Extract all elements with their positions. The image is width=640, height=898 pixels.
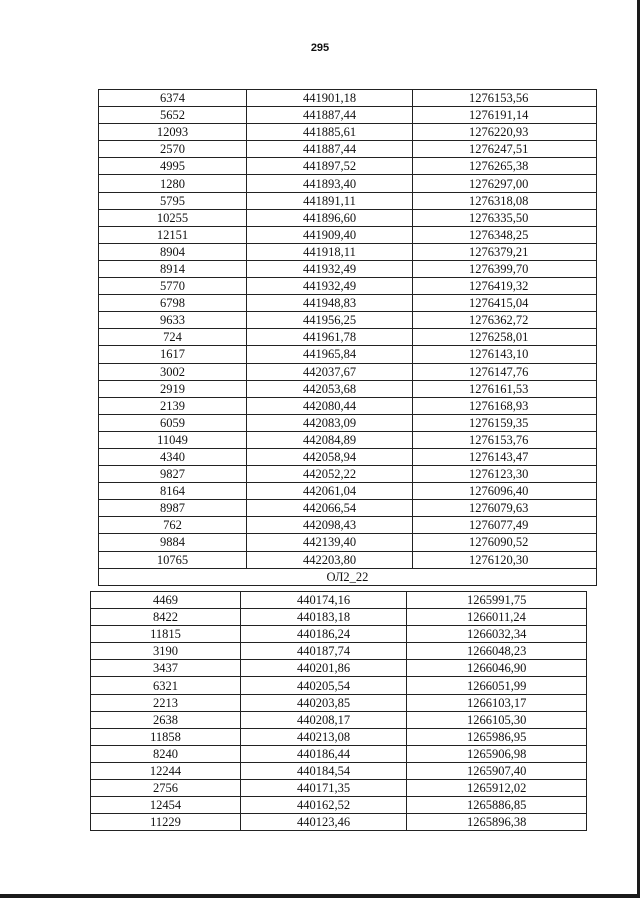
section-title: ОЛ2_22 <box>99 568 597 585</box>
x-coordinate-cell: 440183,18 <box>241 609 407 626</box>
x-coordinate-cell: 441932,49 <box>247 260 413 277</box>
x-coordinate-cell: 441885,61 <box>247 124 413 141</box>
x-coordinate-cell: 440201,86 <box>241 660 407 677</box>
y-coordinate-cell: 1276153,56 <box>413 90 597 107</box>
point-number-cell: 12244 <box>91 762 241 779</box>
x-coordinate-cell: 442203,80 <box>247 551 413 568</box>
point-number-cell: 4469 <box>91 592 241 609</box>
point-number-cell: 2638 <box>91 711 241 728</box>
y-coordinate-cell: 1276379,21 <box>413 243 597 260</box>
table-row <box>91 814 587 831</box>
table-row <box>99 329 597 346</box>
point-number-cell: 9633 <box>99 312 247 329</box>
y-coordinate-cell: 1276220,93 <box>413 124 597 141</box>
table-row <box>99 192 597 209</box>
coordinates-table-upper <box>98 89 597 586</box>
table-row <box>99 158 597 175</box>
point-number-cell: 3437 <box>91 660 241 677</box>
x-coordinate-cell: 442066,54 <box>247 500 413 517</box>
point-number-cell: 3002 <box>99 363 247 380</box>
table-row <box>91 728 587 745</box>
y-coordinate-cell: 1276335,50 <box>413 209 597 226</box>
table-row <box>99 431 597 448</box>
table-row <box>91 660 587 677</box>
coordinates-table-upper-body <box>99 90 597 569</box>
point-number-cell: 8240 <box>91 745 241 762</box>
point-number-cell: 4340 <box>99 448 247 465</box>
table-row <box>99 295 597 312</box>
point-number-cell: 3190 <box>91 643 241 660</box>
point-number-cell: 12454 <box>91 797 241 814</box>
y-coordinate-cell: 1276153,76 <box>413 431 597 448</box>
table-row <box>91 643 587 660</box>
point-number-cell: 11858 <box>91 728 241 745</box>
table-row <box>99 500 597 517</box>
x-coordinate-cell: 441891,11 <box>247 192 413 209</box>
table-row <box>99 517 597 534</box>
point-number-cell: 4995 <box>99 158 247 175</box>
y-coordinate-cell: 1276120,30 <box>413 551 597 568</box>
table-row <box>99 380 597 397</box>
table-row <box>99 278 597 295</box>
x-coordinate-cell: 441961,78 <box>247 329 413 346</box>
point-number-cell: 1280 <box>99 175 247 192</box>
y-coordinate-cell: 1276123,30 <box>413 466 597 483</box>
y-coordinate-cell: 1276399,70 <box>413 260 597 277</box>
table-row <box>99 312 597 329</box>
table-row <box>91 609 587 626</box>
y-coordinate-cell: 1265912,02 <box>407 780 587 797</box>
point-number-cell: 11229 <box>91 814 241 831</box>
x-coordinate-cell: 441893,40 <box>247 175 413 192</box>
y-coordinate-cell: 1265906,98 <box>407 745 587 762</box>
x-coordinate-cell: 440186,44 <box>241 745 407 762</box>
x-coordinate-cell: 442084,89 <box>247 431 413 448</box>
y-coordinate-cell: 1266046,90 <box>407 660 587 677</box>
table-row <box>99 175 597 192</box>
y-coordinate-cell: 1266011,24 <box>407 609 587 626</box>
point-number-cell: 2756 <box>91 780 241 797</box>
x-coordinate-cell: 441887,44 <box>247 107 413 124</box>
section-header <box>99 568 597 585</box>
y-coordinate-cell: 1276297,00 <box>413 175 597 192</box>
x-coordinate-cell: 441932,49 <box>247 278 413 295</box>
scan-edge-bottom <box>0 894 640 898</box>
table-row <box>91 626 587 643</box>
section-row <box>99 568 597 585</box>
x-coordinate-cell: 442098,43 <box>247 517 413 534</box>
y-coordinate-cell: 1276161,53 <box>413 380 597 397</box>
x-coordinate-cell: 440184,54 <box>241 762 407 779</box>
table-row <box>99 483 597 500</box>
table-row <box>99 534 597 551</box>
point-number-cell: 6374 <box>99 90 247 107</box>
x-coordinate-cell: 440203,85 <box>241 694 407 711</box>
table-row <box>91 694 587 711</box>
y-coordinate-cell: 1276247,51 <box>413 141 597 158</box>
point-number-cell: 5652 <box>99 107 247 124</box>
coordinates-table-lower <box>90 591 587 831</box>
y-coordinate-cell: 1265991,75 <box>407 592 587 609</box>
point-number-cell: 12151 <box>99 226 247 243</box>
x-coordinate-cell: 441896,60 <box>247 209 413 226</box>
point-number-cell: 11049 <box>99 431 247 448</box>
table-row <box>91 711 587 728</box>
y-coordinate-cell: 1276258,01 <box>413 329 597 346</box>
page-number: 295 <box>310 42 330 54</box>
x-coordinate-cell: 441901,18 <box>247 90 413 107</box>
point-number-cell: 9827 <box>99 466 247 483</box>
table-row <box>99 363 597 380</box>
table-row <box>99 448 597 465</box>
table-row <box>99 260 597 277</box>
point-number-cell: 2919 <box>99 380 247 397</box>
x-coordinate-cell: 440162,52 <box>241 797 407 814</box>
y-coordinate-cell: 1276265,38 <box>413 158 597 175</box>
x-coordinate-cell: 442061,04 <box>247 483 413 500</box>
y-coordinate-cell: 1265907,40 <box>407 762 587 779</box>
point-number-cell: 8914 <box>99 260 247 277</box>
x-coordinate-cell: 440208,17 <box>241 711 407 728</box>
y-coordinate-cell: 1276415,04 <box>413 295 597 312</box>
x-coordinate-cell: 441956,25 <box>247 312 413 329</box>
point-number-cell: 762 <box>99 517 247 534</box>
x-coordinate-cell: 441897,52 <box>247 158 413 175</box>
y-coordinate-cell: 1276079,63 <box>413 500 597 517</box>
y-coordinate-cell: 1265886,85 <box>407 797 587 814</box>
y-coordinate-cell: 1276168,93 <box>413 397 597 414</box>
point-number-cell: 8164 <box>99 483 247 500</box>
coordinates-table-lower-body <box>91 592 587 831</box>
table-row <box>99 141 597 158</box>
table-row <box>99 209 597 226</box>
x-coordinate-cell: 440213,08 <box>241 728 407 745</box>
point-number-cell: 8904 <box>99 243 247 260</box>
x-coordinate-cell: 441887,44 <box>247 141 413 158</box>
x-coordinate-cell: 442139,40 <box>247 534 413 551</box>
x-coordinate-cell: 440187,74 <box>241 643 407 660</box>
point-number-cell: 2213 <box>91 694 241 711</box>
table-row <box>91 677 587 694</box>
table-row <box>99 90 597 107</box>
table-row <box>99 124 597 141</box>
y-coordinate-cell: 1266048,23 <box>407 643 587 660</box>
point-number-cell: 9884 <box>99 534 247 551</box>
table-row <box>91 592 587 609</box>
point-number-cell: 5795 <box>99 192 247 209</box>
y-coordinate-cell: 1266032,34 <box>407 626 587 643</box>
table-row <box>99 107 597 124</box>
point-number-cell: 2139 <box>99 397 247 414</box>
y-coordinate-cell: 1265896,38 <box>407 814 587 831</box>
y-coordinate-cell: 1276362,72 <box>413 312 597 329</box>
table-row <box>99 346 597 363</box>
x-coordinate-cell: 442058,94 <box>247 448 413 465</box>
point-number-cell: 5770 <box>99 278 247 295</box>
point-number-cell: 6321 <box>91 677 241 694</box>
table-row <box>91 745 587 762</box>
x-coordinate-cell: 440174,16 <box>241 592 407 609</box>
point-number-cell: 724 <box>99 329 247 346</box>
x-coordinate-cell: 442037,67 <box>247 363 413 380</box>
x-coordinate-cell: 442052,22 <box>247 466 413 483</box>
table-row <box>99 226 597 243</box>
x-coordinate-cell: 441948,83 <box>247 295 413 312</box>
y-coordinate-cell: 1276147,76 <box>413 363 597 380</box>
point-number-cell: 8422 <box>91 609 241 626</box>
y-coordinate-cell: 1276090,52 <box>413 534 597 551</box>
table-row <box>99 551 597 568</box>
y-coordinate-cell: 1276318,08 <box>413 192 597 209</box>
y-coordinate-cell: 1276159,35 <box>413 414 597 431</box>
table-row <box>99 466 597 483</box>
x-coordinate-cell: 441918,11 <box>247 243 413 260</box>
y-coordinate-cell: 1276419,32 <box>413 278 597 295</box>
x-coordinate-cell: 440171,35 <box>241 780 407 797</box>
y-coordinate-cell: 1266105,30 <box>407 711 587 728</box>
y-coordinate-cell: 1276096,40 <box>413 483 597 500</box>
point-number-cell: 11815 <box>91 626 241 643</box>
table-row <box>99 414 597 431</box>
x-coordinate-cell: 441909,40 <box>247 226 413 243</box>
x-coordinate-cell: 440205,54 <box>241 677 407 694</box>
point-number-cell: 6059 <box>99 414 247 431</box>
x-coordinate-cell: 442083,09 <box>247 414 413 431</box>
table-row <box>91 797 587 814</box>
table-row <box>99 397 597 414</box>
x-coordinate-cell: 440186,24 <box>241 626 407 643</box>
y-coordinate-cell: 1276348,25 <box>413 226 597 243</box>
y-coordinate-cell: 1276191,14 <box>413 107 597 124</box>
x-coordinate-cell: 442053,68 <box>247 380 413 397</box>
y-coordinate-cell: 1276143,47 <box>413 448 597 465</box>
x-coordinate-cell: 440123,46 <box>241 814 407 831</box>
table-row <box>91 780 587 797</box>
point-number-cell: 10255 <box>99 209 247 226</box>
y-coordinate-cell: 1265986,95 <box>407 728 587 745</box>
table-row <box>91 762 587 779</box>
point-number-cell: 1617 <box>99 346 247 363</box>
point-number-cell: 6798 <box>99 295 247 312</box>
x-coordinate-cell: 442080,44 <box>247 397 413 414</box>
x-coordinate-cell: 441965,84 <box>247 346 413 363</box>
table-row <box>99 243 597 260</box>
point-number-cell: 2570 <box>99 141 247 158</box>
y-coordinate-cell: 1266103,17 <box>407 694 587 711</box>
point-number-cell: 8987 <box>99 500 247 517</box>
y-coordinate-cell: 1276077,49 <box>413 517 597 534</box>
y-coordinate-cell: 1266051,99 <box>407 677 587 694</box>
point-number-cell: 10765 <box>99 551 247 568</box>
y-coordinate-cell: 1276143,10 <box>413 346 597 363</box>
point-number-cell: 12093 <box>99 124 247 141</box>
